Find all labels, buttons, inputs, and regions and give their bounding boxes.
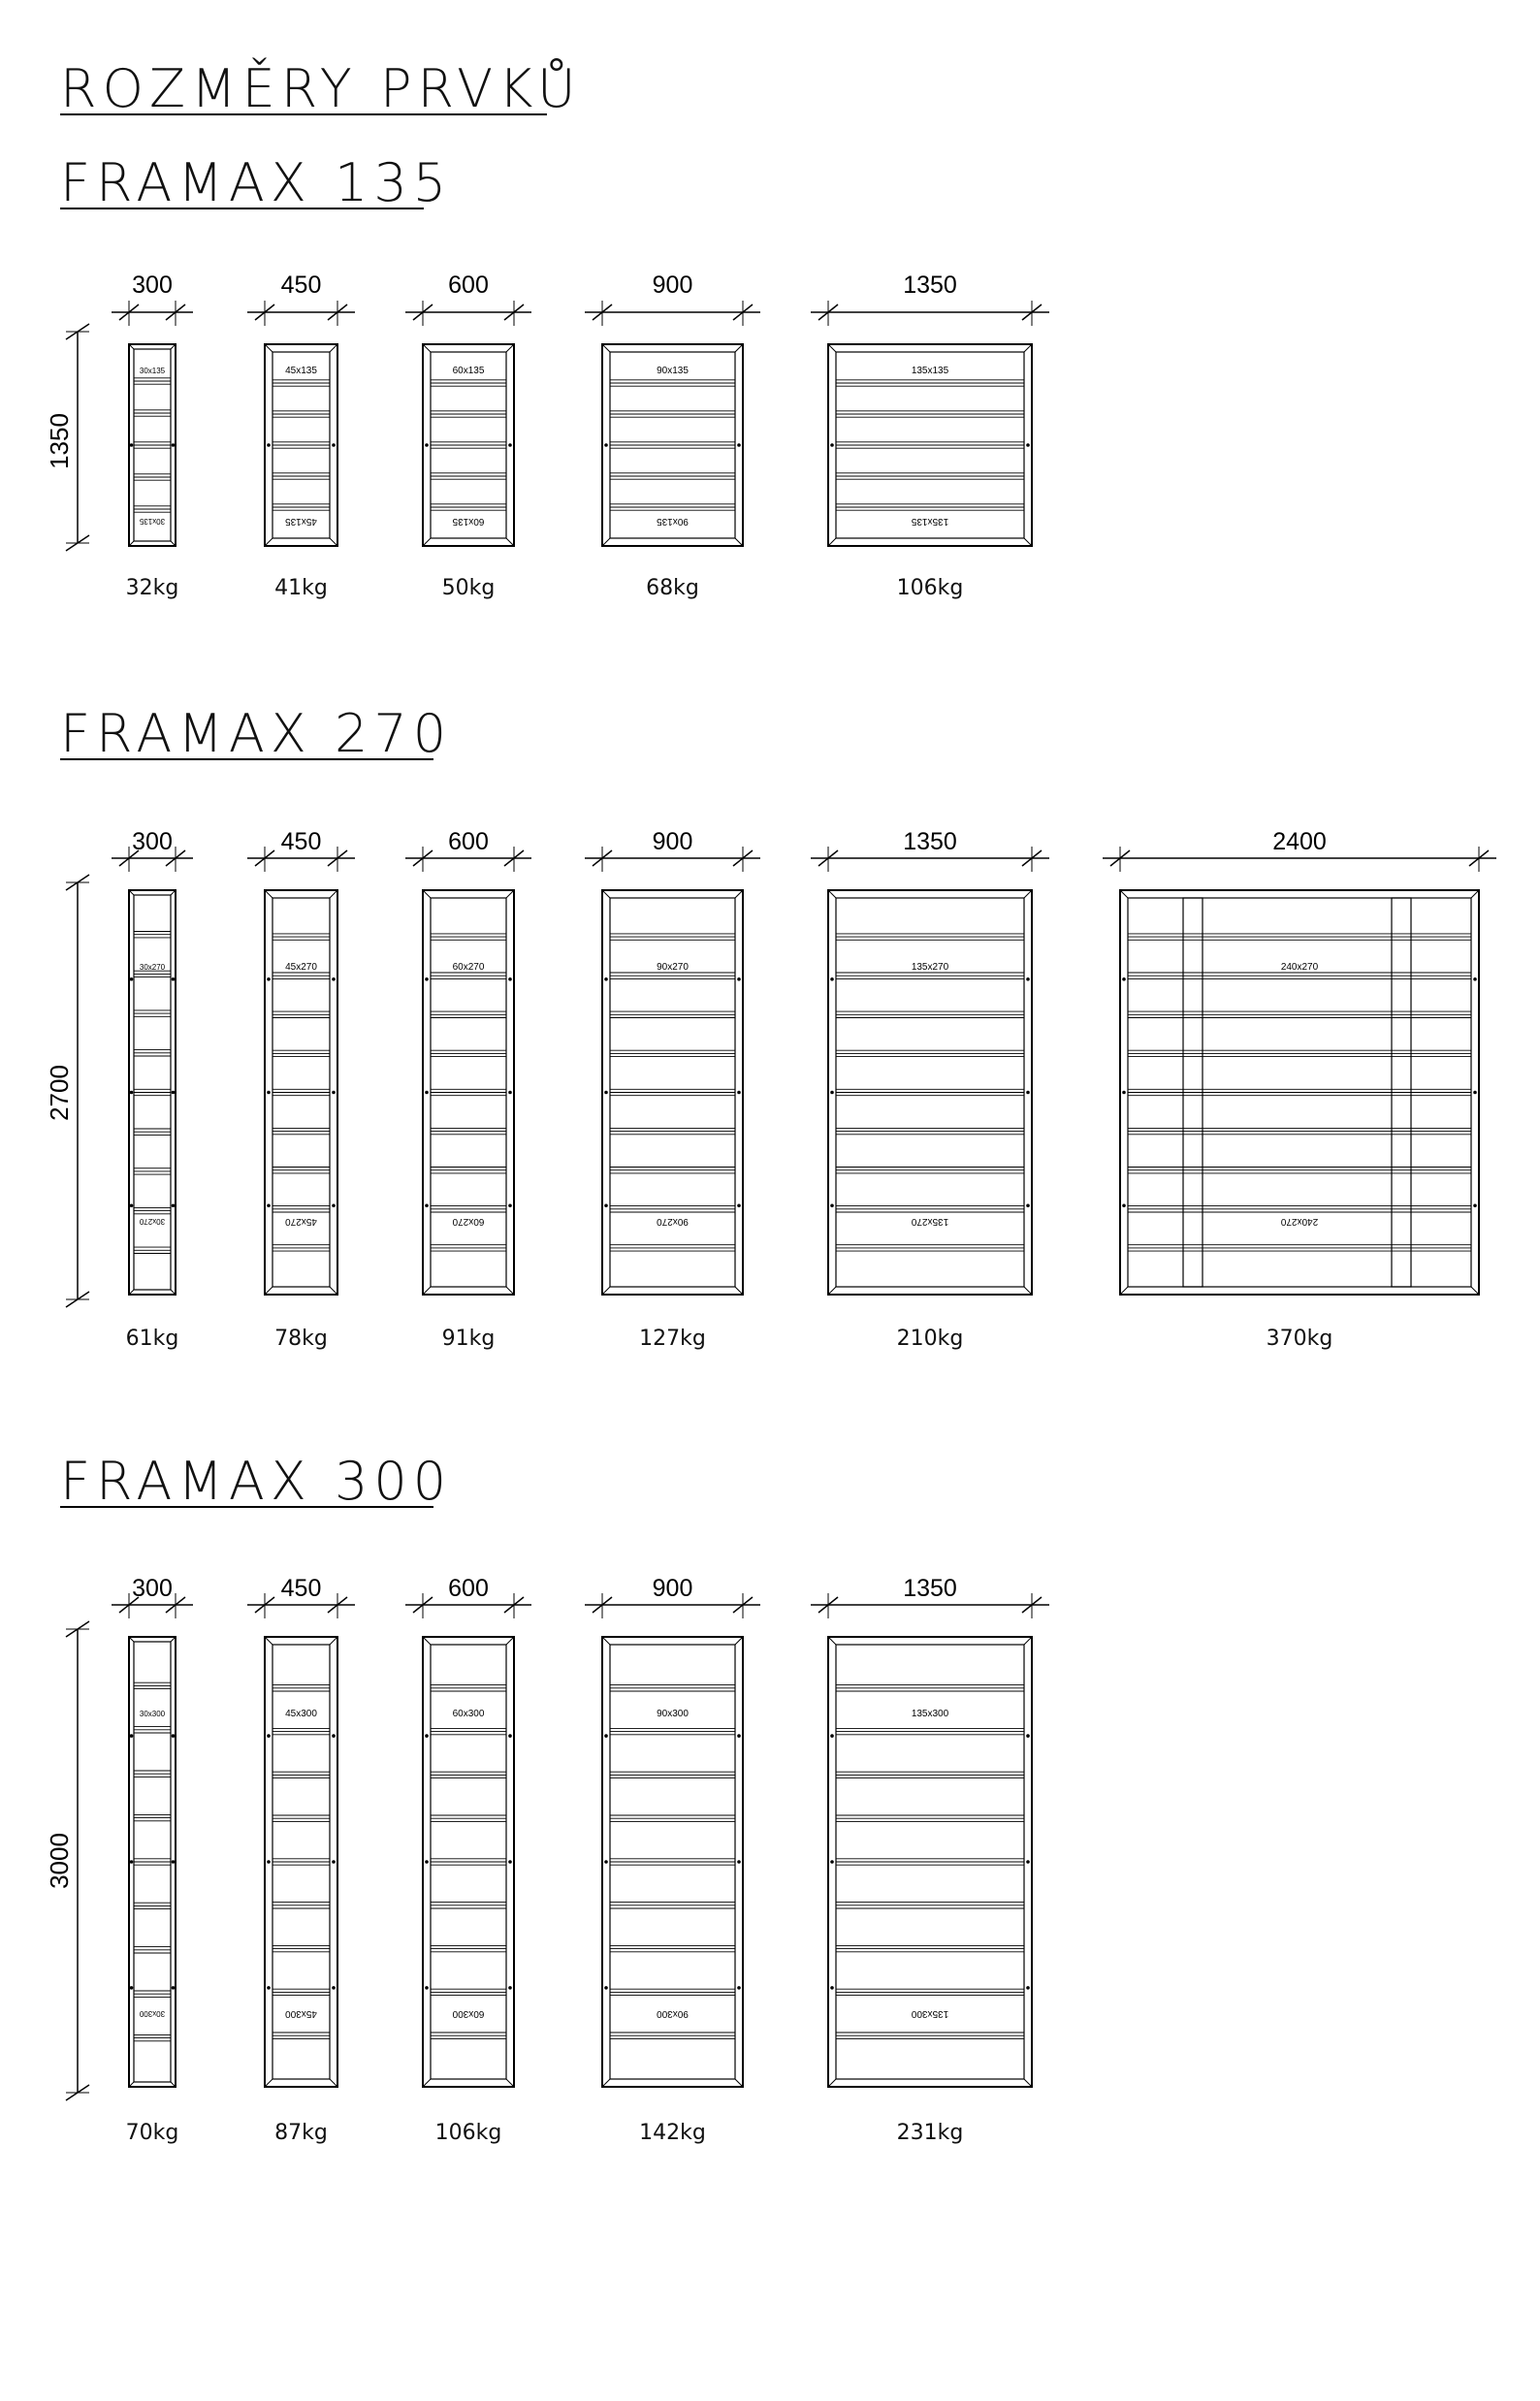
formwork-panel: [247, 1575, 355, 2145]
width-label: 900: [652, 272, 693, 299]
width-dimension: [585, 828, 760, 872]
pin-hole: [172, 1203, 176, 1207]
section-title-framax-270: [60, 703, 452, 764]
frame-corner: [330, 344, 337, 352]
panel-type-plate: 30x300: [139, 1710, 166, 1718]
pin-hole: [508, 1734, 512, 1738]
pin-hole: [332, 1091, 336, 1095]
panel-type-plate: 135x135: [911, 366, 949, 376]
pin-hole: [830, 1986, 834, 1990]
panel-type-plate-rotated: 90x270: [657, 1216, 689, 1227]
pin-hole: [508, 1203, 512, 1207]
height-dimension-framax-300: [45, 1621, 89, 2100]
formwork-panel: [585, 828, 760, 1351]
frame-corner: [423, 1287, 431, 1295]
panel-type-plate: 60x135: [452, 366, 485, 376]
width-label: 2400: [1272, 828, 1327, 855]
pin-hole: [267, 1203, 271, 1207]
frame-corner: [602, 1637, 610, 1645]
pin-hole: [830, 1203, 834, 1207]
frame-corner: [1120, 1287, 1128, 1295]
frame-corner: [506, 890, 514, 898]
width-dimension: [247, 828, 355, 872]
pin-hole: [604, 1091, 608, 1095]
pin-hole: [1026, 1734, 1030, 1738]
pin-hole: [830, 1860, 834, 1864]
width-label: 450: [280, 1575, 322, 1602]
pin-hole: [737, 1734, 741, 1738]
pin-hole: [508, 1986, 512, 1990]
formwork-panel: [247, 272, 355, 600]
frame-corner: [602, 2079, 610, 2087]
pin-hole: [130, 1091, 134, 1095]
formwork-panel: [811, 828, 1049, 1351]
frame-corner: [506, 1287, 514, 1295]
frame-corner: [1471, 1287, 1479, 1295]
panel-type-plate-rotated: 30x270: [139, 1217, 166, 1226]
panel-type-plate-rotated: 60x300: [452, 2008, 485, 2019]
width-dimension: [811, 272, 1049, 326]
frame-corner: [1024, 344, 1032, 352]
width-label: 900: [652, 828, 693, 855]
frame-corner: [735, 890, 743, 898]
panel-type-plate: 30x270: [139, 963, 166, 972]
main-title: [60, 58, 582, 119]
width-label: 1350: [903, 272, 957, 299]
pin-hole: [267, 1734, 271, 1738]
panel-type-plate-rotated: 30x135: [139, 517, 166, 526]
panel-weight-label: 50kg: [441, 576, 496, 600]
frame-corner: [330, 538, 337, 546]
pin-hole: [737, 443, 741, 447]
frame-corner: [506, 344, 514, 352]
height-label: 2700: [45, 1065, 74, 1121]
panel-type-plate-rotated: 90x300: [657, 2008, 689, 2019]
height-dimension-framax-135: [45, 324, 89, 551]
pin-hole: [604, 1203, 608, 1207]
width-dimension: [405, 828, 531, 872]
frame-corner: [1120, 890, 1128, 898]
section-title-text: FRAMAX 300: [60, 1451, 453, 1512]
frame-corner: [265, 344, 273, 352]
pin-hole: [830, 1091, 834, 1095]
panel-weight-label: 127kg: [639, 1327, 706, 1351]
frame-corner: [265, 2079, 273, 2087]
formwork-panel: [585, 272, 760, 600]
pin-hole: [604, 1860, 608, 1864]
pin-hole: [172, 1091, 176, 1095]
panel-weight-label: 210kg: [896, 1327, 964, 1351]
width-label: 300: [132, 272, 173, 299]
panel-type-plate: 45x270: [285, 962, 317, 973]
frame-corner: [265, 890, 273, 898]
panel-type-plate: 90x270: [657, 962, 689, 973]
frame-corner: [828, 1637, 836, 1645]
pin-hole: [1026, 1203, 1030, 1207]
panel-type-plate: 90x300: [657, 1709, 689, 1719]
frame-corner: [423, 1637, 431, 1645]
pin-hole: [172, 1734, 176, 1738]
pin-hole: [508, 1091, 512, 1095]
panel-weight-label: 142kg: [639, 2121, 706, 2145]
width-dimension: [247, 272, 355, 326]
width-dimension: [112, 272, 193, 326]
frame-corner: [330, 1637, 337, 1645]
pin-hole: [508, 1860, 512, 1864]
pin-hole: [172, 977, 176, 981]
panel-type-plate: 45x135: [285, 366, 317, 376]
formwork-panel: [405, 828, 531, 1351]
panel-weight-label: 32kg: [125, 576, 179, 600]
width-label: 1350: [903, 1575, 957, 1602]
pin-hole: [425, 1860, 429, 1864]
width-dimension: [811, 1575, 1049, 1618]
frame-corner: [1471, 890, 1479, 898]
width-label: 1350: [903, 828, 957, 855]
section-title-text: FRAMAX 135: [60, 152, 453, 213]
pin-hole: [332, 977, 336, 981]
frame-corner: [1024, 890, 1032, 898]
width-dimension: [112, 1575, 193, 1618]
frame-corner: [735, 2079, 743, 2087]
panel-weight-label: 106kg: [896, 576, 964, 600]
pin-hole: [425, 443, 429, 447]
pin-hole: [267, 1860, 271, 1864]
frame-corner: [506, 2079, 514, 2087]
formwork-panel: [112, 272, 193, 600]
frame-corner: [602, 890, 610, 898]
formwork-panel: [112, 828, 193, 1351]
width-dimension: [247, 1575, 355, 1618]
panel-type-plate: 240x270: [1280, 962, 1319, 973]
frame-corner: [330, 890, 337, 898]
pin-hole: [1026, 443, 1030, 447]
panel-type-plate-rotated: 30x300: [139, 2009, 166, 2018]
frame-corner: [1024, 2079, 1032, 2087]
frame-corner: [602, 1287, 610, 1295]
pin-hole: [737, 1203, 741, 1207]
panels-layer: [112, 272, 1496, 2145]
panel-type-plate-rotated: 135x270: [911, 1216, 949, 1227]
pin-hole: [267, 1091, 271, 1095]
panel-weight-label: 61kg: [125, 1327, 179, 1351]
pin-hole: [267, 977, 271, 981]
pin-hole: [130, 977, 134, 981]
pin-hole: [425, 1734, 429, 1738]
pin-hole: [830, 977, 834, 981]
pin-hole: [425, 977, 429, 981]
formwork-panel: [112, 1575, 193, 2145]
pin-hole: [830, 443, 834, 447]
width-label: 300: [132, 1575, 173, 1602]
pin-hole: [1122, 977, 1126, 981]
panel-weight-label: 68kg: [646, 576, 699, 600]
frame-corner: [1024, 1287, 1032, 1295]
panel-type-plate: 30x135: [139, 367, 166, 375]
width-dimension: [1103, 828, 1496, 872]
pin-hole: [1473, 977, 1477, 981]
width-dimension: [585, 272, 760, 326]
panel-type-plate-rotated: 45x300: [285, 2008, 317, 2019]
frame-corner: [602, 344, 610, 352]
panel-type-plate-rotated: 240x270: [1280, 1216, 1319, 1227]
formwork-panel: [247, 828, 355, 1351]
pin-hole: [425, 1203, 429, 1207]
panel-type-plate-rotated: 45x270: [285, 1216, 317, 1227]
frame-corner: [1024, 1637, 1032, 1645]
pin-hole: [332, 443, 336, 447]
panel-weight-label: 87kg: [274, 2121, 328, 2145]
frame-corner: [265, 1287, 273, 1295]
pin-hole: [1473, 1091, 1477, 1095]
width-dimension: [585, 1575, 760, 1618]
panel-weight-label: 106kg: [434, 2121, 502, 2145]
pin-hole: [1122, 1091, 1126, 1095]
pin-hole: [267, 443, 271, 447]
panel-type-plate-rotated: 135x135: [911, 516, 949, 527]
pin-hole: [1026, 977, 1030, 981]
formwork-panel: [1103, 828, 1496, 1351]
pin-hole: [737, 977, 741, 981]
frame-corner: [735, 1287, 743, 1295]
panel-type-plate-rotated: 60x135: [452, 516, 485, 527]
pin-hole: [604, 443, 608, 447]
panel-type-plate: 60x270: [452, 962, 485, 973]
panel-type-plate: 135x300: [911, 1709, 949, 1719]
frame-corner: [423, 538, 431, 546]
pin-hole: [425, 1986, 429, 1990]
pin-hole: [508, 443, 512, 447]
panel-type-plate: 90x135: [657, 366, 689, 376]
pin-hole: [267, 1986, 271, 1990]
frame-corner: [330, 2079, 337, 2087]
pin-hole: [332, 1734, 336, 1738]
main-title-text: ROZMĚRY PRVKŮ: [60, 58, 582, 119]
pin-hole: [830, 1734, 834, 1738]
pin-hole: [130, 1986, 134, 1990]
panel-type-plate: 60x300: [452, 1709, 485, 1719]
frame-corner: [828, 344, 836, 352]
pin-hole: [332, 1203, 336, 1207]
frame-corner: [735, 538, 743, 546]
pin-hole: [1026, 1986, 1030, 1990]
height-dimension-framax-270: [45, 875, 89, 1307]
panel-weight-label: 91kg: [441, 1327, 496, 1351]
width-label: 600: [448, 828, 489, 855]
frame-corner: [265, 538, 273, 546]
section-title-framax-300: [60, 1451, 452, 1512]
panel-type-plate-rotated: 45x135: [285, 516, 317, 527]
width-label: 300: [132, 828, 173, 855]
pin-hole: [1122, 1203, 1126, 1207]
pin-hole: [604, 1734, 608, 1738]
frame-corner: [1024, 538, 1032, 546]
panel-type-plate-rotated: 90x135: [657, 516, 689, 527]
frame-corner: [602, 538, 610, 546]
panel-weight-label: 231kg: [896, 2121, 964, 2145]
frame-corner: [423, 344, 431, 352]
panel-weight-label: 78kg: [274, 1327, 328, 1351]
formwork-panel: [811, 272, 1049, 600]
frame-corner: [423, 2079, 431, 2087]
formwork-panel: [405, 1575, 531, 2145]
frame-corner: [330, 1287, 337, 1295]
frame-corner: [735, 1637, 743, 1645]
height-label: 3000: [45, 1833, 74, 1889]
width-label: 450: [280, 828, 322, 855]
width-label: 900: [652, 1575, 693, 1602]
formwork-panel: [585, 1575, 760, 2145]
panel-weight-label: 370kg: [1266, 1327, 1333, 1351]
width-dimension: [112, 828, 193, 872]
pin-hole: [130, 1734, 134, 1738]
width-label: 600: [448, 1575, 489, 1602]
frame-corner: [423, 890, 431, 898]
pin-hole: [130, 1860, 134, 1864]
frame-corner: [265, 1637, 273, 1645]
frame-corner: [828, 2079, 836, 2087]
panel-weight-label: 70kg: [125, 2121, 179, 2145]
pin-hole: [1026, 1860, 1030, 1864]
height-label: 1350: [45, 413, 74, 469]
pin-hole: [130, 443, 134, 447]
panel-type-plate-rotated: 60x270: [452, 1216, 485, 1227]
pin-hole: [130, 1203, 134, 1207]
pin-hole: [172, 1986, 176, 1990]
pin-hole: [332, 1860, 336, 1864]
frame-corner: [828, 1287, 836, 1295]
width-dimension: [405, 272, 531, 326]
pin-hole: [1026, 1091, 1030, 1095]
frame-corner: [828, 890, 836, 898]
pin-hole: [508, 977, 512, 981]
frame-corner: [506, 1637, 514, 1645]
panel-type-plate: 45x300: [285, 1709, 317, 1719]
section-title-text: FRAMAX 270: [60, 703, 453, 764]
formwork-panel: [405, 272, 531, 600]
width-dimension: [405, 1575, 531, 1618]
section-title-framax-135: [60, 152, 452, 213]
pin-hole: [172, 1860, 176, 1864]
formwork-panel: [811, 1575, 1049, 2145]
frame-corner: [828, 538, 836, 546]
pin-hole: [1473, 1203, 1477, 1207]
pin-hole: [332, 1986, 336, 1990]
panel-type-plate: 135x270: [911, 962, 949, 973]
pin-hole: [737, 1986, 741, 1990]
frame-corner: [735, 344, 743, 352]
width-label: 450: [280, 272, 322, 299]
pin-hole: [172, 443, 176, 447]
width-label: 600: [448, 272, 489, 299]
panel-type-plate-rotated: 135x300: [911, 2008, 949, 2019]
frame-corner: [506, 538, 514, 546]
pin-hole: [604, 977, 608, 981]
pin-hole: [425, 1091, 429, 1095]
pin-hole: [737, 1860, 741, 1864]
pin-hole: [737, 1091, 741, 1095]
width-dimension: [811, 828, 1049, 872]
panel-weight-label: 41kg: [274, 576, 328, 600]
pin-hole: [604, 1986, 608, 1990]
